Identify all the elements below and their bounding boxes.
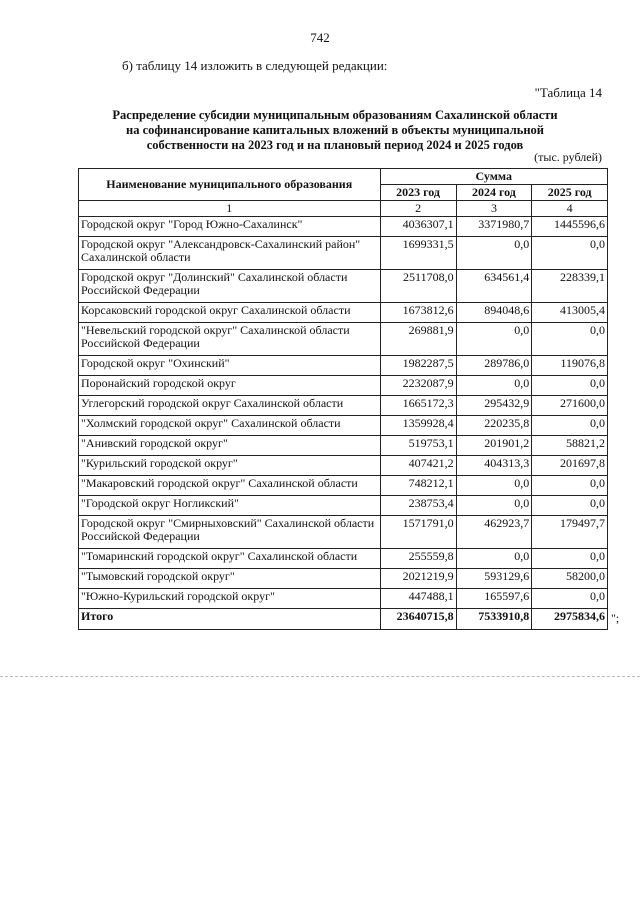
table-row <box>79 436 608 456</box>
value-2023: 1699331,5 <box>380 237 456 270</box>
column-index: 4 <box>532 201 608 217</box>
municipality-name: Городской округ "Смирныховский" Сахалинской области Российской Федерации <box>79 516 381 549</box>
table-row <box>79 217 608 237</box>
value-2023: 2511708,0 <box>380 270 456 303</box>
header-sum: Сумма <box>380 169 607 185</box>
value-2023: 447488,1 <box>380 589 456 609</box>
subsidy-table <box>78 168 608 630</box>
municipality-name: Корсаковский городской округ Сахалинской области <box>79 303 381 323</box>
table-row <box>79 516 608 549</box>
value-2023: 748212,1 <box>380 476 456 496</box>
value-2024: 0,0 <box>456 376 532 396</box>
header-year: 2023 год <box>380 185 456 201</box>
value-2025: 1445596,6 <box>532 217 608 237</box>
municipality-name: Городской округ "Александровск-Сахалинский район" Сахалинской области <box>79 237 381 270</box>
municipality-name: Городской округ "Город Южно-Сахалинск" <box>79 217 381 237</box>
total-2024: 7533910,8 <box>456 609 532 630</box>
value-2023: 1571791,0 <box>380 516 456 549</box>
table-row <box>79 416 608 436</box>
table-body <box>79 217 608 609</box>
value-2023: 255559,8 <box>380 549 456 569</box>
value-2023: 4036307,1 <box>380 217 456 237</box>
value-2025: 413005,4 <box>532 303 608 323</box>
header-year: 2025 год <box>532 185 608 201</box>
table-row <box>79 496 608 516</box>
value-2024: 0,0 <box>456 549 532 569</box>
value-2025: 0,0 <box>532 589 608 609</box>
table-row <box>79 303 608 323</box>
total-label: Итого <box>79 609 381 630</box>
page-number: 742 <box>310 30 330 45</box>
value-2023: 1359928,4 <box>380 416 456 436</box>
value-2023: 2232087,9 <box>380 376 456 396</box>
column-index: 3 <box>456 201 532 217</box>
municipality-name: "Макаровский городской округ" Сахалинской области <box>79 476 381 496</box>
value-2025: 0,0 <box>532 496 608 516</box>
value-2024: 404313,3 <box>456 456 532 476</box>
value-2025: 58821,2 <box>532 436 608 456</box>
title-line: Распределение субсидии муниципальным образованиям Сахалинской области <box>112 108 558 122</box>
title-line: на софинансирование капитальных вложений в объекты муниципальной <box>126 123 544 137</box>
value-2025: 0,0 <box>532 476 608 496</box>
table-row <box>79 456 608 476</box>
value-2024: 462923,7 <box>456 516 532 549</box>
value-2024: 3371980,7 <box>456 217 532 237</box>
value-2024: 593129,6 <box>456 569 532 589</box>
table-row <box>79 589 608 609</box>
table-row <box>79 323 608 356</box>
value-2023: 519753,1 <box>380 436 456 456</box>
table-row <box>79 376 608 396</box>
title-line: собственности на 2023 год и на плановый период 2024 и 2025 годов <box>146 138 524 152</box>
column-index: 1 <box>79 201 381 217</box>
table-row <box>79 237 608 270</box>
value-2025: 0,0 <box>532 416 608 436</box>
value-2023: 1673812,6 <box>380 303 456 323</box>
intro-text: б) таблицу 14 изложить в следующей редакции: <box>122 58 388 73</box>
total-2023: 23640715,8 <box>380 609 456 630</box>
value-2025: 0,0 <box>532 376 608 396</box>
column-index: 2 <box>380 201 456 217</box>
value-2024: 295432,9 <box>456 396 532 416</box>
table-row <box>79 270 608 303</box>
table-row <box>79 549 608 569</box>
municipality-name: "Курильский городской округ" <box>79 456 381 476</box>
value-2024: 0,0 <box>456 496 532 516</box>
table-row <box>79 569 608 589</box>
value-2023: 269881,9 <box>380 323 456 356</box>
table-title <box>90 108 580 153</box>
value-2023: 2021219,9 <box>380 569 456 589</box>
value-2025: 58200,0 <box>532 569 608 589</box>
value-2025: 0,0 <box>532 323 608 356</box>
table-reference: "Таблица 14 <box>534 85 602 100</box>
table-row <box>79 396 608 416</box>
value-2025: 271600,0 <box>532 396 608 416</box>
table-row <box>79 476 608 496</box>
table-row <box>79 356 608 376</box>
municipality-name: "Анивский городской округ" <box>79 436 381 456</box>
header-year: 2024 год <box>456 185 532 201</box>
municipality-name: "Южно-Курильский городской округ" <box>79 589 381 609</box>
municipality-name: "Холмский городской округ" Сахалинской области <box>79 416 381 436</box>
value-2024: 165597,6 <box>456 589 532 609</box>
municipality-name: Городской округ "Долинский" Сахалинской области Российской Федерации <box>79 270 381 303</box>
municipality-name: "Томаринский городской округ" Сахалинской области <box>79 549 381 569</box>
municipality-name: Поронайский городской округ <box>79 376 381 396</box>
value-2023: 238753,4 <box>380 496 456 516</box>
value-2024: 0,0 <box>456 476 532 496</box>
value-2023: 1982287,5 <box>380 356 456 376</box>
municipality-name: "Городской округ Ногликский" <box>79 496 381 516</box>
value-2023: 407421,2 <box>380 456 456 476</box>
total-row <box>79 609 608 630</box>
value-2024: 201901,2 <box>456 436 532 456</box>
value-2025: 179497,7 <box>532 516 608 549</box>
municipality-name: Городской округ "Охинский" <box>79 356 381 376</box>
closing-mark: "; <box>611 610 620 625</box>
value-2025: 228339,1 <box>532 270 608 303</box>
value-2023: 1665172,3 <box>380 396 456 416</box>
value-2024: 220235,8 <box>456 416 532 436</box>
municipality-name: "Тымовский городской округ" <box>79 569 381 589</box>
municipality-name: "Невельский городской округ" Сахалинской области Российской Федерации <box>79 323 381 356</box>
municipality-name: Углегорский городской округ Сахалинской области <box>79 396 381 416</box>
value-2024: 0,0 <box>456 237 532 270</box>
value-2025: 119076,8 <box>532 356 608 376</box>
value-2024: 634561,4 <box>456 270 532 303</box>
value-2025: 0,0 <box>532 237 608 270</box>
total-2025: 2975834,6 <box>532 609 608 630</box>
value-2024: 0,0 <box>456 323 532 356</box>
value-2025: 0,0 <box>532 549 608 569</box>
units-label: (тыс. рублей) <box>534 150 602 164</box>
value-2024: 894048,6 <box>456 303 532 323</box>
value-2025: 201697,8 <box>532 456 608 476</box>
value-2024: 289786,0 <box>456 356 532 376</box>
header-name: Наименование муниципального образования <box>79 169 381 201</box>
divider <box>0 676 640 677</box>
